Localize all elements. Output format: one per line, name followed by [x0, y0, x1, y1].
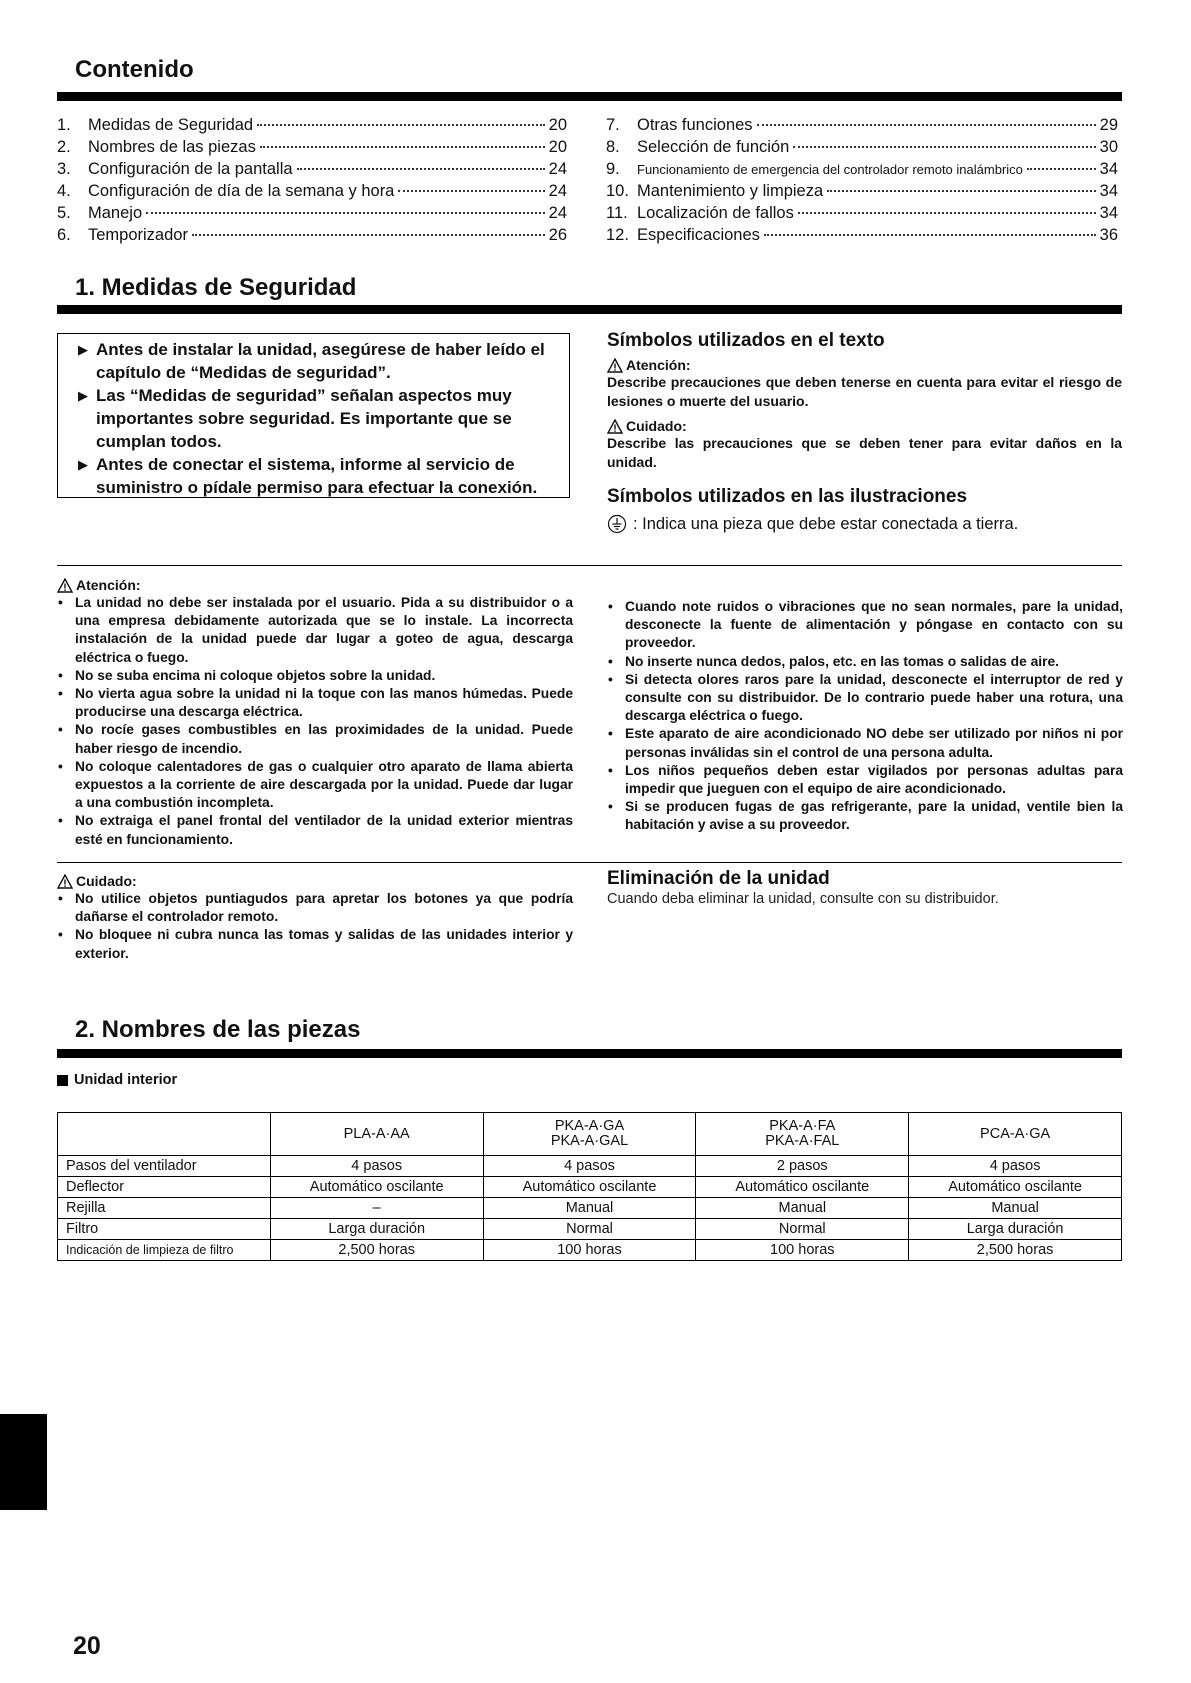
toc-item[interactable]: 6. Temporizador 26 [57, 226, 567, 244]
caution-label: Cuidado: [57, 873, 573, 889]
warning-triangle-icon [57, 578, 73, 593]
language-tab-marker [0, 1414, 47, 1510]
toc-item[interactable]: 4. Configuración de día de la semana y hora 24 [57, 182, 567, 200]
toc-item[interactable]: 8. Selección de función 30 [606, 138, 1118, 156]
notice-item: ▶ Antes de instalar la unidad, asegúrese de haber leído el capítulo de “Medidas de seguridad”. [78, 340, 545, 382]
caution-section [57, 873, 573, 963]
warning-description: Describe precauciones que deben tenerse en cuenta para evitar el riesgo de lesiones o muerte del usuario. [607, 374, 1122, 409]
toc-item[interactable]: 12. Especificaciones 36 [606, 226, 1118, 244]
warning-triangle-icon [57, 874, 73, 889]
symbols-illus-title: Símbolos utilizados en las ilustraciones [607, 486, 968, 507]
toc-item[interactable]: 10. Mantenimiento y limpieza 34 [606, 182, 1118, 200]
warning-list [57, 594, 573, 849]
toc-item[interactable]: 11. Localización de fallos 34 [606, 204, 1118, 222]
toc-item[interactable]: 1. Medidas de Seguridad 20 [57, 116, 567, 134]
list-item: • La unidad no debe ser instalada por el usuario. Pida a su distribuidor o a una empresa debidamente autorizada que se lo instale. La incorrecta instalación de la unidad puede dar lugar a goteo de agua, descarga eléctrica o fuego. [57, 594, 573, 667]
toc-left [57, 114, 567, 246]
caution-description: Describe las precauciones que se deben tener para evitar daños en la unidad. [607, 435, 1122, 470]
toc-item[interactable]: 9. Funcionamiento de emergencia del controlador remoto inalámbrico 34 [606, 160, 1118, 178]
safety-title: 1. Medidas de Seguridad [75, 274, 357, 301]
list-item: • Cuando note ruidos o vibraciones que no sean normales, pare la unidad, desconecte la fuente de alimentación y póngase en contacto con su proveedor. [607, 598, 1123, 653]
toc-item[interactable]: 3. Configuración de la pantalla 24 [57, 160, 567, 178]
caution-label: Cuidado: [607, 418, 1122, 434]
toc-item[interactable]: 7. Otras funciones 29 [606, 116, 1118, 134]
table-row: Filtro Larga duración Normal Normal Larga duración [58, 1219, 1122, 1240]
list-item: • No inserte nunca dedos, palos, etc. en las tomas o salidas de aire. [607, 653, 1123, 671]
contents-rule [57, 92, 1122, 101]
table-row: Pasos del ventilador 4 pasos 4 pasos 2 pasos 4 pasos [58, 1156, 1122, 1177]
warning-label: Atención: [607, 357, 1122, 373]
list-item: • No extraiga el panel frontal del ventilador de la unidad exterior mientras esté en funcionamiento. [57, 812, 573, 848]
warning-section-right [607, 598, 1123, 835]
parts-subtitle: Unidad interior [57, 1072, 177, 1088]
warning-section-left [57, 577, 573, 849]
table-header-row [58, 1113, 1122, 1156]
disposal-section [607, 868, 1123, 907]
ground-symbol-row: : Indica una pieza que debe estar conectada a tierra. [607, 514, 1122, 534]
warning-triangle-icon [607, 358, 623, 373]
symbols-text-section [607, 330, 1122, 534]
warning-label: Atención: [57, 577, 573, 593]
table-corner [58, 1113, 271, 1156]
list-item: • No rocíe gases combustibles en las proximidades de la unidad. Puede haber riesgo de incendio. [57, 721, 573, 757]
safety-rule [57, 305, 1122, 314]
warning-triangle-icon [607, 419, 623, 434]
toc-right [606, 114, 1118, 246]
list-item: • Este aparato de aire acondicionado NO debe ser utilizado por niños ni por personas inválidas sin el control de una persona adulta. [607, 725, 1123, 761]
column-header: PCA-A·GA [909, 1113, 1122, 1156]
square-bullet-icon [57, 1075, 68, 1086]
ground-icon [607, 514, 627, 534]
notice-item: ▶ Las “Medidas de seguridad” señalan aspectos muy importantes sobre seguridad. Es importante que se cumplan todos. [78, 386, 512, 451]
arrow-right-icon: ▶ [78, 457, 88, 472]
list-item: • Si se producen fugas de gas refrigerante, pare la unidad, ventile bien la habitación y avise a su proveedor. [607, 798, 1123, 834]
list-item: • Si detecta olores raros pare la unidad, desconecte el interruptor de red y consulte con su distribuidor. De lo contrario puede haber una rotura, una descarga eléctrica o fuego. [607, 671, 1123, 726]
symbols-text-title: Símbolos utilizados en el texto [607, 330, 885, 351]
toc-item[interactable]: 5. Manejo 24 [57, 204, 567, 222]
list-item: • No bloquee ni cubra nunca las tomas y salidas de las unidades interior y exterior. [57, 926, 573, 962]
list-item: • Los niños pequeños deben estar vigilados por personas adultas para impedir que jueguen con el equipo de aire acondicionado. [607, 762, 1123, 798]
caution-list [57, 890, 573, 963]
safety-notice-box [57, 333, 570, 498]
column-header: PLA-A·AA [270, 1113, 483, 1156]
column-header: PKA-A·FA PKA-A·FAL [696, 1113, 909, 1156]
table-row: Deflector Automático oscilante Automático oscilante Automático oscilante Automático oscilante [58, 1177, 1122, 1198]
notice-item: ▶ Antes de conectar el sistema, informe al servicio de suministro o pídale permiso para efectuar la conexión. [78, 455, 538, 497]
arrow-right-icon: ▶ [78, 388, 88, 403]
disposal-text: Cuando deba eliminar la unidad, consulte con su distribuidor. [607, 891, 999, 907]
contents-title: Contenido [75, 56, 194, 83]
list-item: • No se suba encima ni coloque objetos sobre la unidad. [57, 667, 573, 685]
disposal-title: Eliminación de la unidad [607, 868, 830, 889]
toc-item[interactable]: 2. Nombres de las piezas 20 [57, 138, 567, 156]
list-item: • No coloque calentadores de gas o cualquier otro aparato de llama abierta expuestos a la corriente de aire descargada por la unidad. Puede dar lugar a una combustión incompleta. [57, 758, 573, 813]
divider [57, 862, 1122, 863]
parts-table [57, 1112, 1122, 1261]
list-item: • No vierta agua sobre la unidad ni la toque con las manos húmedas. Puede producirse una descarga eléctrica. [57, 685, 573, 721]
list-item: • No utilice objetos puntiagudos para apretar los botones ya que podría dañarse el controlador remoto. [57, 890, 573, 926]
parts-title: 2. Nombres de las piezas [75, 1016, 361, 1043]
warning-list [607, 598, 1123, 835]
column-header: PKA-A·GA PKA-A·GAL [483, 1113, 696, 1156]
arrow-right-icon: ▶ [78, 342, 88, 357]
page-number: 20 [73, 1632, 101, 1660]
table-row: Rejilla – Manual Manual Manual [58, 1198, 1122, 1219]
table-row: Indicación de limpieza de filtro 2,500 horas 100 horas 100 horas 2,500 horas [58, 1240, 1122, 1261]
divider [57, 565, 1122, 566]
parts-rule [57, 1049, 1122, 1058]
